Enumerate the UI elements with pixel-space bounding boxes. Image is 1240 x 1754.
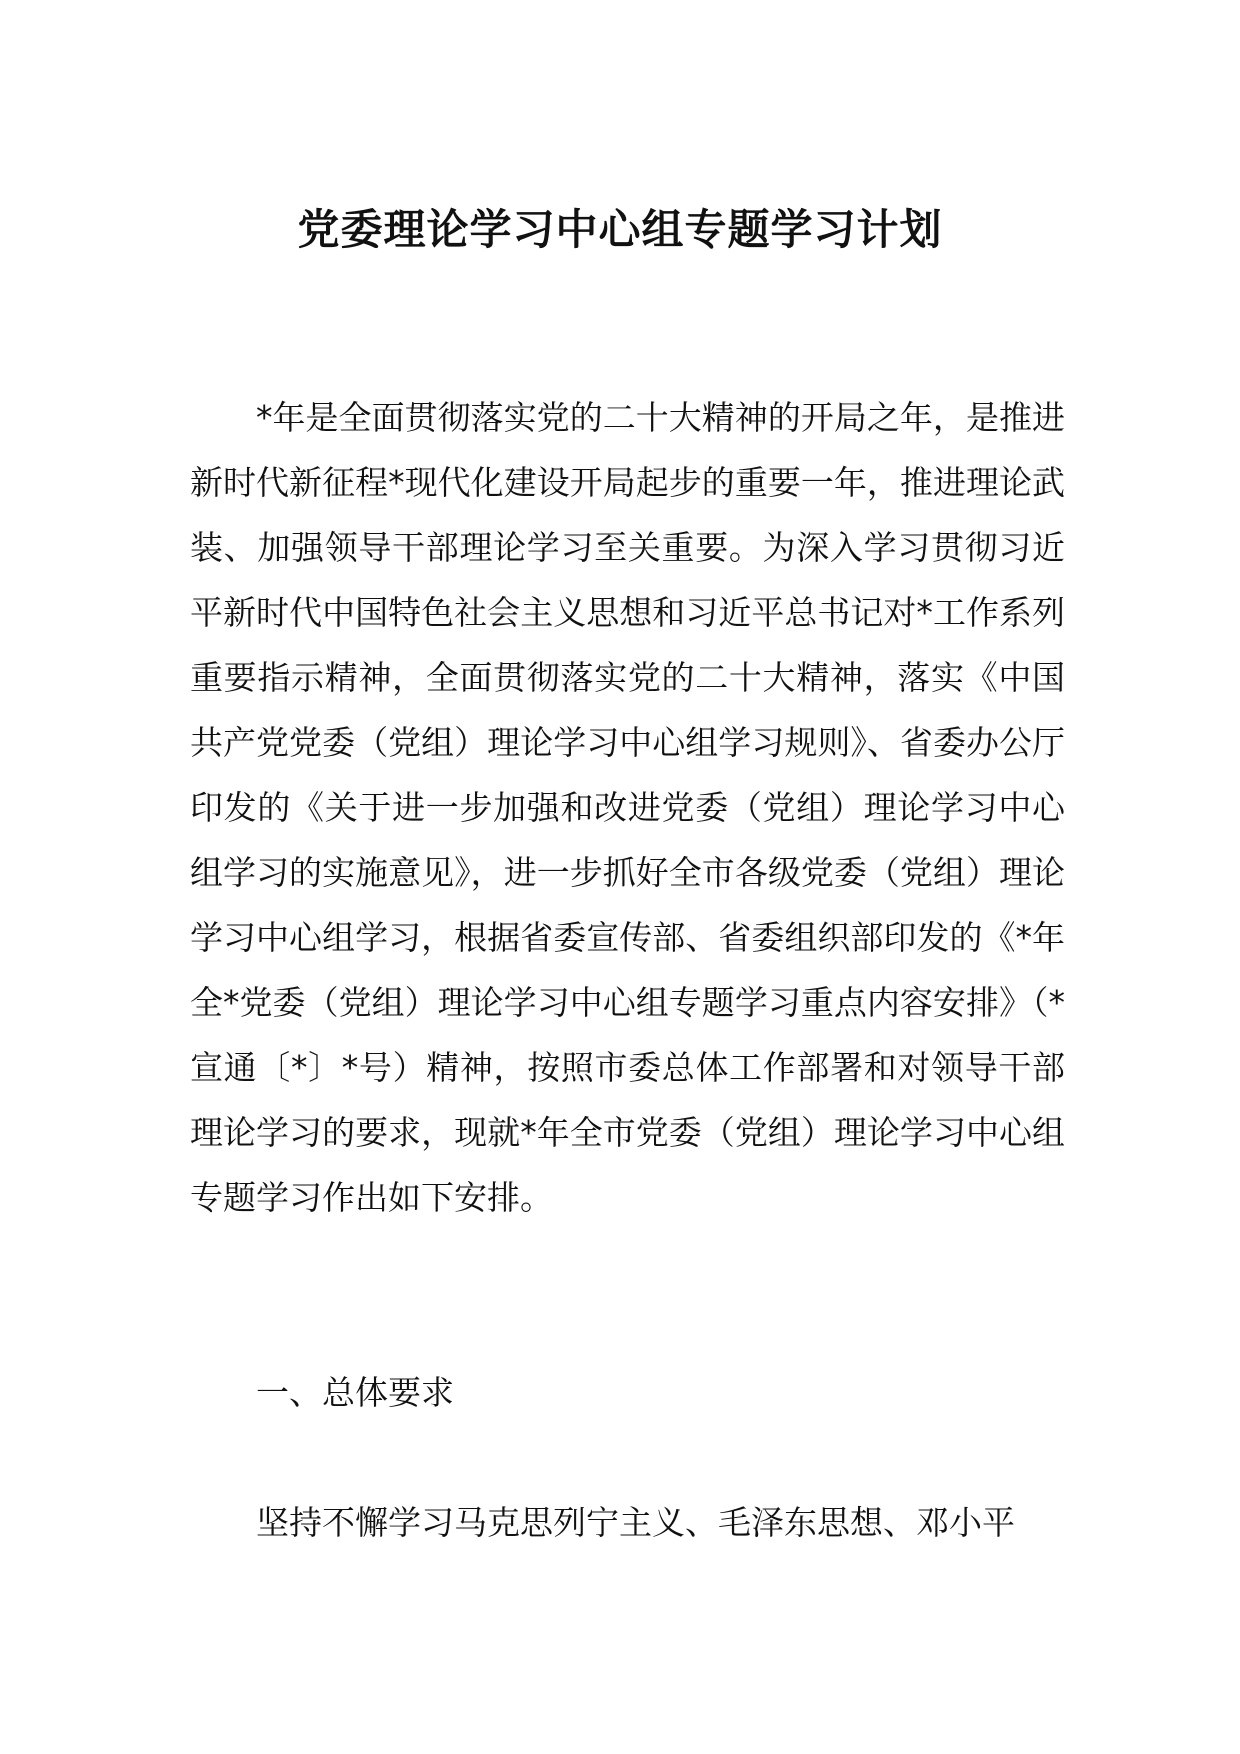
- section-paragraph: 坚持不懈学习马克思列宁主义、毛泽东思想、邓小平: [256, 1503, 1015, 1542]
- document-title: 党委理论学习中心组专题学习计划: [297, 205, 943, 254]
- section-heading-general-requirements: 一、总体要求: [256, 1373, 454, 1412]
- intro-paragraph: *年是全面贯彻落实党的二十大精神的开局之年，是推进新时代新征程*现代化建设开局起步的重要一年，推进理论武装、加强领导干部理论学习至关重要。为深入学习贯彻习近平新时代中国特色社会主义思想和习近平总书记对*工作系列重要指示精神，全面贯彻落实党的二十大精神，落实《中国共产党党委（党组）理论学习中心组学习规则》、省委办公厅印发的《关于进一步加强和改进党委（党组）理论学习中心组学习的实施意见》，进一步抓好全市各级党委（党组）理论学习中心组学习，根据省委宣传部、省委组织部印发的《*年全*党委（党组）理论学习中心组专题学习重点内容安排》（*宣通〔*〕*号）精神，按照市委总体工作部署和对领导干部理论学习的要求，现就*年全市党委（党组）理论学习中心组专题学习作出如下安排。: [190, 398, 1065, 1217]
